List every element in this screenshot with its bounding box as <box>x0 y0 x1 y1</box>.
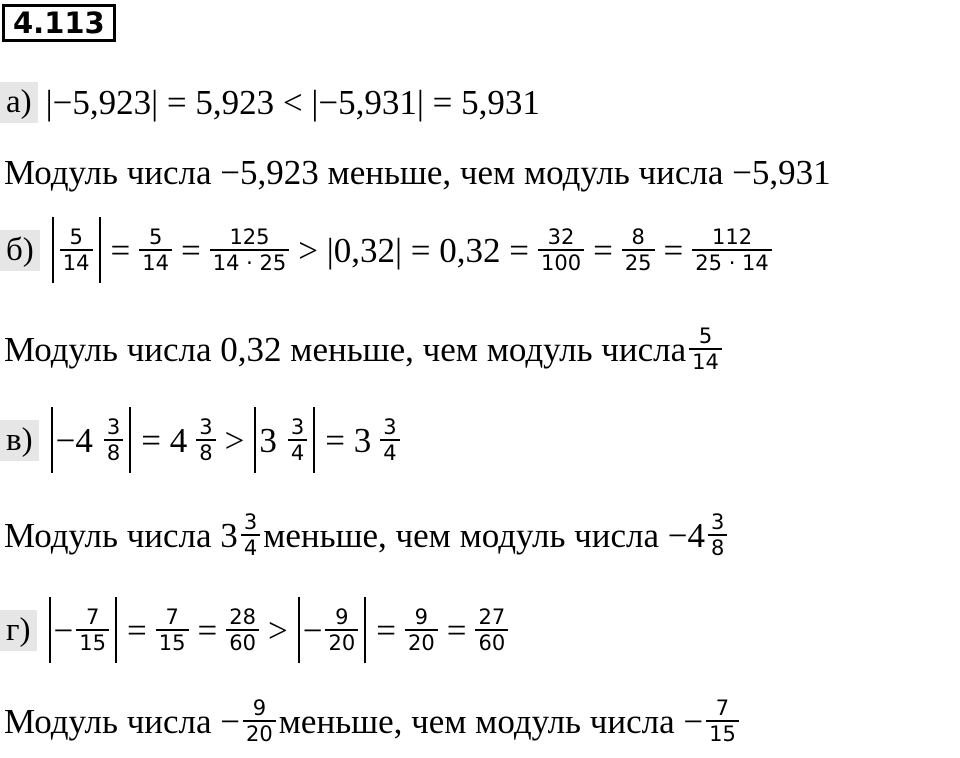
fraction <box>156 605 189 655</box>
denominator: 20 <box>243 720 276 746</box>
fraction <box>241 510 260 560</box>
fraction <box>60 225 93 275</box>
operator: = <box>376 610 396 650</box>
part-b-conclusion-text: Модуль числа 0,32 меньше, чем модуль числа <box>4 329 687 369</box>
operator: = <box>446 610 467 650</box>
problem-number <box>2 4 116 42</box>
part-v-conclusion-pre: Модуль числа 3 <box>4 515 238 555</box>
part-v-conclusion-mid: меньше, чем модуль числа −4 <box>263 515 706 555</box>
numerator: 9 <box>335 604 349 629</box>
part-g-abs-2 <box>298 597 366 663</box>
mixed-whole: 3 <box>259 420 277 460</box>
problem-number-text: 4.113 <box>13 6 105 40</box>
denominator: 60 <box>226 629 259 655</box>
numerator: 3 <box>383 414 397 439</box>
numerator: 5 <box>698 323 713 348</box>
denominator: 14 · 25 <box>210 249 289 275</box>
fraction <box>196 415 215 465</box>
fraction <box>689 324 722 374</box>
fraction <box>622 225 655 275</box>
part-v-label: в) <box>0 420 39 461</box>
part-a-conclusion-text: Модуль числа −5,923 меньше, чем модуль числа −5,931 <box>4 152 831 192</box>
fraction <box>76 605 109 655</box>
numerator: 8 <box>631 224 645 249</box>
part-g-conclusion-mid: меньше, чем модуль числа − <box>278 701 704 741</box>
denominator: 15 <box>156 629 189 655</box>
part-g-abs-1 <box>49 597 117 663</box>
numerator: 27 <box>478 604 506 629</box>
denominator: 15 <box>76 629 109 655</box>
part-v-conclusion <box>4 500 730 570</box>
part-g-conclusion <box>4 686 742 756</box>
numerator: 3 <box>106 414 121 439</box>
part-a-label: а) <box>0 82 38 123</box>
fraction <box>405 605 438 655</box>
part-a-expr: |−5,923| = 5,923 < |−5,931| = 5,931 <box>45 82 540 122</box>
numerator: 3 <box>290 414 305 439</box>
part-v-abs-2 <box>254 407 315 473</box>
part-b-abs-1 <box>52 217 101 283</box>
operator: = 4 <box>141 420 188 460</box>
fraction <box>538 225 584 275</box>
minus-sign: − <box>302 610 323 650</box>
part-g-label: г) <box>0 610 37 651</box>
part-g-expression <box>0 594 511 666</box>
fraction <box>104 415 123 465</box>
numerator: 3 <box>243 509 258 534</box>
numerator: 7 <box>165 604 179 629</box>
operator: = <box>593 230 613 270</box>
part-a-expression <box>0 80 540 124</box>
operator: = <box>181 230 201 270</box>
part-b-expression <box>0 214 775 286</box>
part-b-conclusion <box>4 314 725 384</box>
denominator: 14 <box>689 348 722 374</box>
operator-text: > |0,32| = 0,32 = <box>298 230 529 270</box>
denominator: 4 <box>241 534 260 560</box>
denominator: 4 <box>288 439 307 465</box>
fraction <box>226 605 259 655</box>
part-v-expression <box>0 404 403 476</box>
numerator: 5 <box>148 224 163 249</box>
operator: = <box>110 230 131 270</box>
part-a-conclusion <box>4 150 831 194</box>
fraction <box>325 605 358 655</box>
numerator: 9 <box>414 604 429 629</box>
operator: > <box>224 420 245 460</box>
fraction <box>210 225 289 275</box>
operator: = <box>197 610 218 650</box>
numerator: 7 <box>715 695 730 720</box>
numerator: 3 <box>711 509 725 534</box>
part-v-abs-1 <box>51 407 132 473</box>
denominator: 60 <box>475 629 508 655</box>
part-b-label: б) <box>0 230 40 271</box>
minus-sign: − <box>53 610 74 650</box>
denominator: 20 <box>325 629 358 655</box>
part-g-conclusion-pre: Модуль числа − <box>4 701 241 741</box>
numerator: 7 <box>85 604 100 629</box>
fraction <box>692 225 771 275</box>
numerator: 5 <box>69 224 83 249</box>
denominator: 100 <box>538 249 584 275</box>
operator: = <box>663 230 684 270</box>
denominator: 8 <box>708 534 727 560</box>
numerator: 9 <box>252 695 267 720</box>
operator: = <box>127 610 147 650</box>
fraction <box>706 696 739 746</box>
denominator: 25 <box>622 249 655 275</box>
fraction <box>708 510 727 560</box>
operator: = 3 <box>325 420 372 460</box>
denominator: 8 <box>196 439 215 465</box>
denominator: 14 <box>60 249 93 275</box>
fraction <box>380 415 399 465</box>
fraction <box>475 605 508 655</box>
denominator: 15 <box>706 720 739 746</box>
denominator: 4 <box>380 439 399 465</box>
numerator: 112 <box>711 224 753 249</box>
denominator: 8 <box>104 439 123 465</box>
fraction <box>288 415 307 465</box>
numerator: 28 <box>229 604 256 629</box>
numerator: 32 <box>547 224 575 249</box>
fraction <box>139 225 172 275</box>
denominator: 20 <box>405 629 438 655</box>
denominator: 14 <box>139 249 172 275</box>
mixed-whole: −4 <box>55 420 93 460</box>
numerator: 3 <box>199 414 213 439</box>
fraction <box>243 696 276 746</box>
operator: > <box>267 610 288 650</box>
numerator: 125 <box>229 224 270 249</box>
denominator: 25 · 14 <box>692 249 771 275</box>
